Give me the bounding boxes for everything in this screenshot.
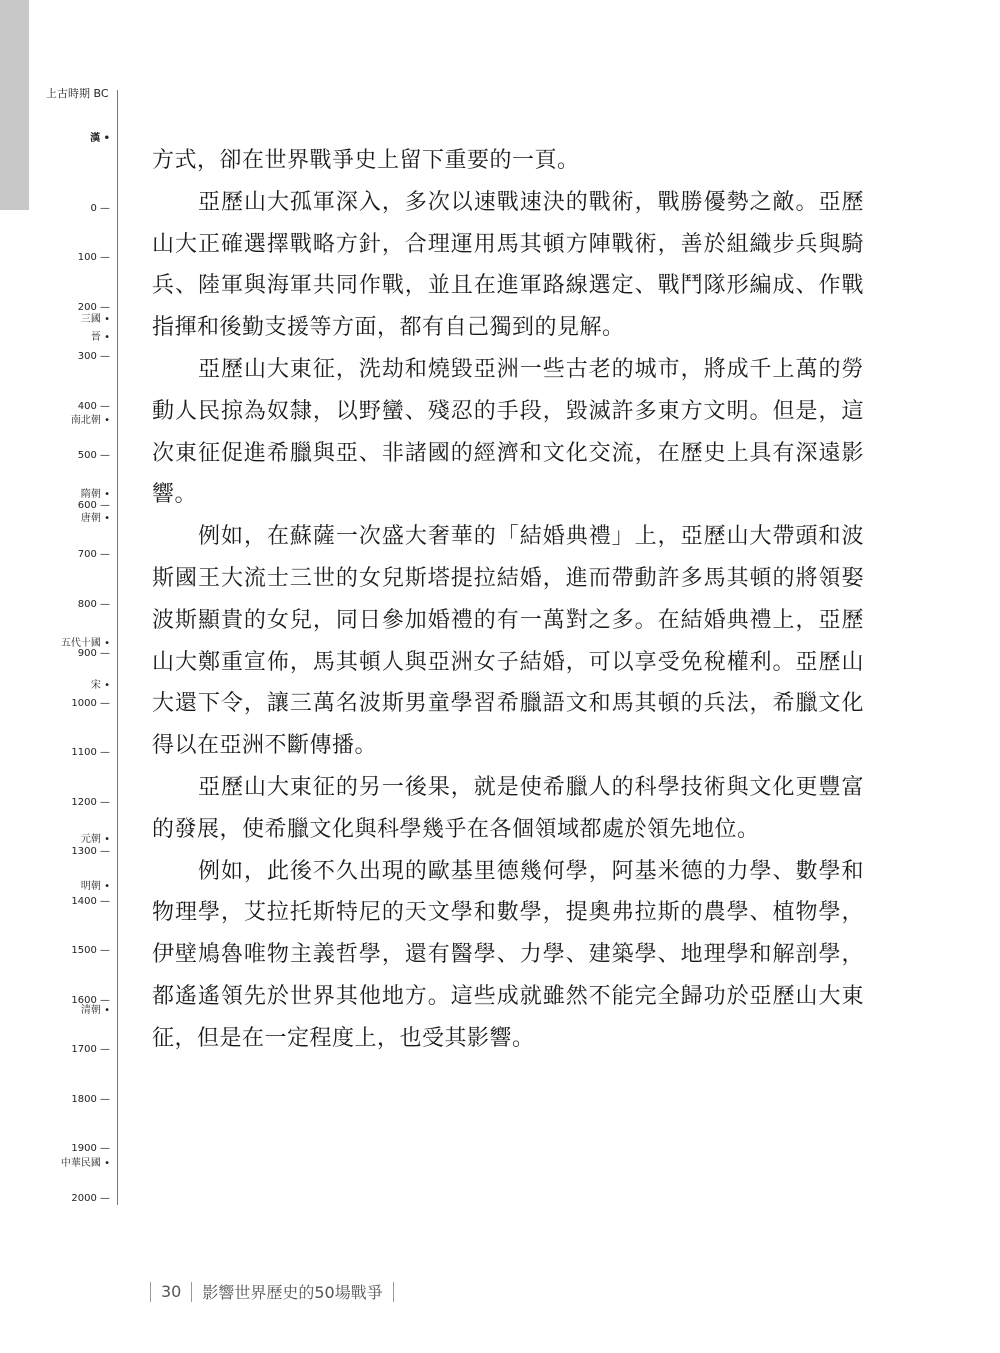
timeline-tick: 1800 —	[71, 1094, 110, 1105]
timeline-tick: 500 —	[77, 450, 110, 461]
timeline-tick: 1000 —	[71, 698, 110, 709]
paragraph: 亞歷山大孤軍深入，多次以速戰速決的戰術，戰勝優勢之敵。亞歷山大正確選擇戰略方針，合理運用馬其頓方陣戰術，善於組織步兵與騎兵、陸軍與海軍共同作戰，並且在進軍路線選定、戰鬥隊形編成、作戰指揮和後勤支援等方面，都有自己獨到的見解。	[152, 189, 864, 341]
paragraph: 例如，此後不久出現的歐基里德幾何學，阿基米德的力學、數學和物理學，艾拉托斯特尼的天文學和數學，提奧弗拉斯的農學、植物學，伊壁鳩魯唯物主義哲學，還有醫學、力學、建築學、地理學和解剖學，都遙遙領先於世界其他地方。這些成就雖然不能完全歸功於亞歷山大東征，但是在一定程度上，也受其影響。	[152, 858, 864, 1051]
timeline-tick: 1100 —	[71, 747, 110, 758]
timeline-tick: 1300 —	[71, 846, 110, 857]
timeline-dynasty: 三國 •	[80, 314, 110, 325]
paragraph: 方式，卻在世界戰爭史上留下重要的一頁。	[152, 148, 580, 173]
timeline-tick: 1500 —	[71, 945, 110, 956]
timeline-dynasty: 五代十國 •	[60, 638, 110, 649]
paragraph: 亞歷山大東征的另一後果，就是使希臘人的科學技術與文化更豐富的發展，使希臘文化與科學幾乎在各個領域都處於領先地位。	[152, 774, 864, 842]
timeline-tick: 1200 —	[71, 797, 110, 808]
timeline-dynasty: 漢 •	[90, 133, 110, 144]
footer-divider	[191, 1282, 192, 1302]
timeline-header: 上古時期 BC	[46, 87, 109, 100]
page-number: 30	[161, 1282, 182, 1301]
timeline-tick: 2000 —	[71, 1193, 110, 1204]
timeline-dynasty: 宋 •	[90, 680, 110, 691]
timeline-tick: 900 —	[77, 648, 110, 659]
timeline-dynasty: 元朝 •	[80, 834, 110, 845]
timeline-tick: 1700 —	[71, 1044, 110, 1055]
timeline-dynasty: 明朝 •	[80, 881, 110, 892]
article-body	[152, 140, 864, 1060]
timeline-tick: 0 —	[90, 203, 110, 214]
timeline-tick: 100 —	[77, 252, 110, 263]
timeline-tick: 800 —	[77, 599, 110, 610]
footer-divider	[150, 1282, 151, 1302]
timeline-dynasty: 南北朝 •	[70, 415, 110, 426]
paragraph: 例如，在蘇薩一次盛大奢華的「結婚典禮」上，亞歷山大帶頭和波斯國王大流士三世的女兒斯塔提拉結婚，進而帶動許多馬其頓的將領娶波斯顯貴的女兒，同日參加婚禮的有一萬對之多。在結婚典禮上，亞歷山大鄭重宣佈，馬其頓人與亞洲女子結婚，可以享受免稅權利。亞歷山大還下令，讓三萬名波斯男童學習希臘語文和馬其頓的兵法，希臘文化得以在亞洲不斷傳播。	[152, 524, 864, 759]
timeline-tick: 1400 —	[71, 896, 110, 907]
timeline-tick: 300 —	[77, 351, 110, 362]
timeline-tick: 1900 —	[71, 1143, 110, 1154]
timeline-axis	[117, 90, 118, 1205]
timeline-dynasty: 隋朝 •	[80, 489, 110, 500]
timeline-dynasty: 唐朝 •	[80, 513, 110, 524]
timeline-dynasty: 中華民國 •	[60, 1158, 110, 1169]
book-title: 影響世界歷史的50場戰爭	[202, 1283, 383, 1302]
page-footer	[150, 1280, 404, 1303]
timeline-dynasty: 清朝 •	[80, 1005, 110, 1016]
timeline-tick: 1600 —	[71, 995, 110, 1006]
paragraph: 亞歷山大東征，洗劫和燒毀亞洲一些古老的城市，將成千上萬的勞動人民掠為奴隸，以野蠻、殘忍的手段，毀滅許多東方文明。但是，這次東征促進希臘與亞、非諸國的經濟和文化交流，在歷史上具有深遠影響。	[152, 356, 864, 508]
timeline-tick: 600 —	[77, 500, 110, 511]
timeline-tick: 400 —	[77, 401, 110, 412]
footer-divider	[393, 1282, 394, 1302]
side-tab-marker	[0, 0, 29, 210]
timeline-tick: 200 —	[77, 302, 110, 313]
timeline-tick: 700 —	[77, 549, 110, 560]
timeline-dynasty: 晉 •	[90, 332, 110, 343]
